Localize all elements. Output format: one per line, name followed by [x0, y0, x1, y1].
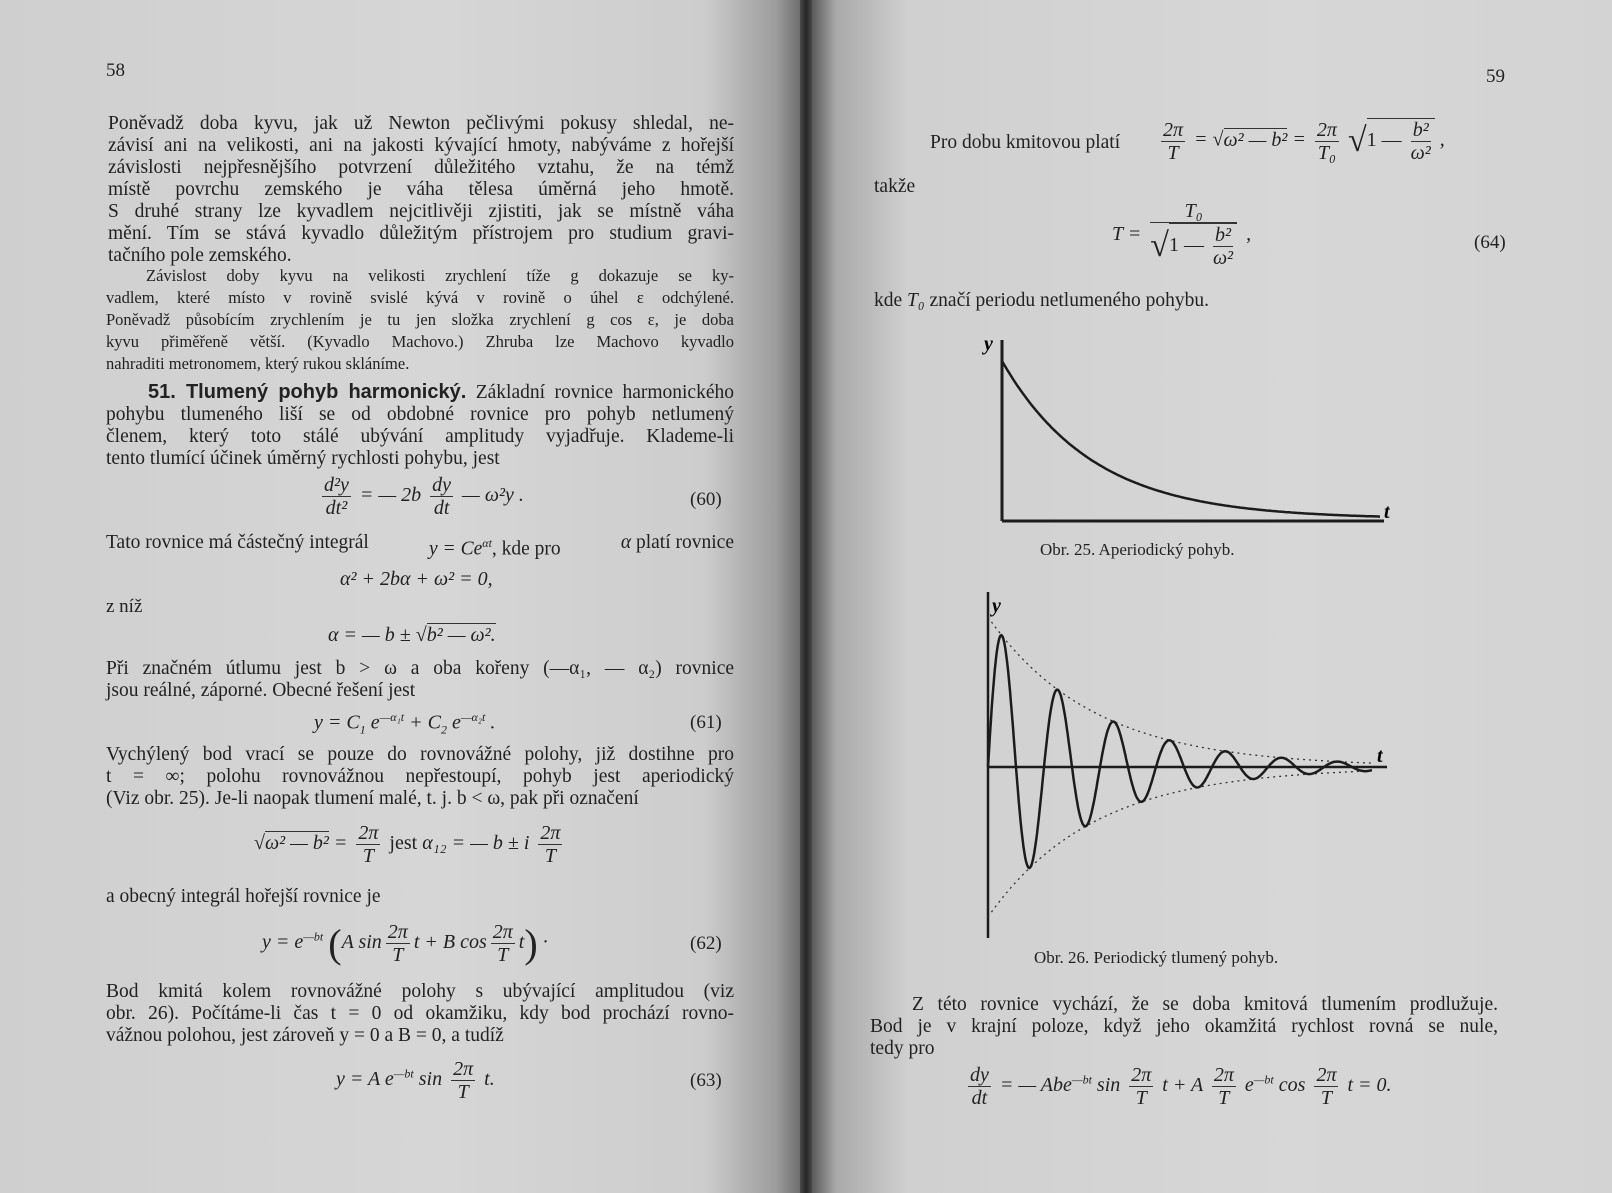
paragraph-damped-intro: [106, 381, 734, 470]
text-line: tačního pole zemského.: [108, 245, 292, 266]
text-line: a obecný integrál hořejší rovnice je: [106, 886, 381, 907]
right-page: [812, 0, 1612, 1193]
text-line: závisí ani na velikosti, ani na jakosti kývající hmoty, nabýváme z hořejší: [108, 135, 734, 156]
text-line: nahraditi metronomem, který rukou skláníme.: [106, 354, 410, 373]
text-takze: takže: [874, 176, 916, 197]
text-line: tento tlumící účinek úměrný rychlosti pohybu, jest: [106, 448, 500, 469]
t-axis-label: t: [1384, 501, 1390, 523]
text-line: vadlem, které místo v rovině svislé kývá v rovině o úhel ε odchýlené.: [106, 288, 734, 307]
paragraph-partial-integral: Tato rovnice má částečný integrál $y = Ce^{\alpha t}$, kde pro α platí rovnice: [106, 532, 734, 560]
text-line: členem, který toto stálé ubývání amplitudy vyjadřuje. Klademe-li: [106, 426, 734, 447]
characteristic-equation: α² + 2bα + ω² = 0,: [340, 568, 493, 590]
text-line: pohybu tlumeného liší se od obdobné rovnice pro pohyb netlumený: [106, 404, 734, 425]
book-gutter: [800, 0, 812, 1193]
equation-60: $\frac{\text{d²y}}{\text{dt²}}$ = — 2b $\frac{dy}{dt}$ — ω²y .: [324, 474, 524, 519]
figure-caption: Obr. 25. Aperiodický pohyb.: [1040, 540, 1235, 559]
text-line: Vychýlený bod vrací se pouze do rovnovážné polohy, již dostihne pro: [106, 744, 734, 765]
equation-62: $y = e^{—bt}$ (A sin $\frac{2\pi}{T}$ t + B cos $\frac{2\pi}{T}$ t) ·: [262, 921, 548, 966]
text-line: Poněvadž doba kyvu, jak už Newton pečlivými pokusy shledal, ne-: [108, 113, 734, 134]
text-line: Pro dobu kmitovou platí: [930, 132, 1121, 153]
text-line: Závislost doby kyvu na velikosti zrychlení tíže g dokazuje se ky-: [146, 266, 734, 285]
y-axis-label: y: [992, 595, 1001, 617]
text-line: mění. Tím se stává kyvadlo důležitým přístrojem pro studium gravi-: [108, 223, 734, 244]
oscillation-curve: [988, 635, 1372, 868]
aperiodic-curve: [1002, 361, 1380, 517]
equation-number: (62): [690, 933, 722, 954]
text-line: Bod je v krajní poloze, když jeho okamžitá rychlost rovná se nule,: [870, 1016, 1498, 1037]
text-line: závislosti nejpřesnějšího potvrzení důležitého vztahu, že na témž: [108, 157, 734, 178]
envelope-lower: [988, 771, 1372, 917]
figure-aperiodic: [972, 330, 1412, 530]
equation-number: (64): [1474, 232, 1506, 253]
t-axis-label: t: [1377, 745, 1383, 767]
equation-number: (60): [690, 489, 722, 510]
page-number: 59: [1486, 66, 1505, 87]
text-line: S druhé strany lze kyvadlem nejcitlivěji zjistiti, jak se místně váha: [108, 201, 734, 222]
y-axis-label: y: [984, 333, 993, 355]
figure-damped-oscillation: [972, 590, 1402, 940]
equation-number: (61): [690, 712, 722, 733]
text-line: obr. 26). Počítáme-li čas t = 0 od okamžiku, kdy bod prochází rovno-: [106, 1003, 734, 1024]
equation-velocity-zero: $\frac{dy}{dt}$ = — Abe$^{—bt}$ sin $\frac{2\pi}{T}$ t + A $\frac{2\pi}{T}$ $e^{—bt}$ cos $\frac{2\pi}{T}$ t = 0.: [970, 1064, 1392, 1109]
text-line: kyvu přiměřeně větší. (Kyvadlo Machovo.) Zhruba lze Machovo kyvadlo: [106, 332, 734, 351]
equation-alpha: α = — b ± √b² — ω².: [328, 624, 496, 646]
text-line: kde T₀ značí periodu netlumeného pohybu.: [874, 290, 1209, 311]
equation-63: y = A $e^{—bt}$ sin $\frac{2\pi}{T}$ t.: [336, 1058, 495, 1103]
text-line: Při značném útlumu jest b > ω a oba kořeny (—α₁, — α₂) rovnice: [106, 658, 734, 679]
figure-caption: Obr. 26. Periodický tlumený pohyb.: [1034, 948, 1279, 967]
text-line: Bod kmitá kolem rovnovážné polohy s ubývající amplitudou (viz: [106, 981, 734, 1002]
paragraph-oscillation: [106, 981, 734, 1047]
page-number: 58: [106, 60, 125, 81]
paragraph-newton: [108, 113, 734, 267]
equation-omega: √ω² — b² = $\frac{2\pi}{T}$ jest α₁₂ = — b ± i $\frac{2\pi}{T}$: [254, 822, 561, 867]
equation-61: $y = C_1$ $e^{—\alpha_1t} + C_2$ $e^{—\alpha_2t}$ .: [314, 710, 496, 737]
paragraph-strong-damping: [106, 658, 734, 702]
text-line: jsou reálné, záporné. Obecné řešení jest: [106, 680, 416, 701]
paragraph-aperiodic: [106, 744, 734, 810]
text-line: vážnou polohou, jest zároveň y = 0 a B = 0, a tudíž: [106, 1025, 504, 1046]
text-line: t = ∞; polohu rovnovážnou nepřestoupí, pohyb jest aperiodický: [106, 766, 734, 787]
text-z-niz: z níž: [106, 596, 143, 617]
paragraph-period-extension: [870, 994, 1498, 1060]
equation-number: (63): [690, 1070, 722, 1091]
paragraph-mach-pendulum: [106, 265, 734, 375]
section-heading: 51. Tlumený pohyb harmonický.: [148, 381, 467, 403]
text-line: tedy pro: [870, 1038, 935, 1059]
equation-64: T = T₀ √1 — $\frac{\text{b²}}{\text{ω²}}$ ,: [1112, 200, 1252, 269]
text-line: místě povrchu zemského je váha tělesa úměrná jeho hmotě.: [108, 179, 734, 200]
text-line: Poněvadž působícím zrychlením je tu jen složka zrychlení g cos ε, je doba: [106, 310, 734, 329]
text-line: (Viz obr. 25). Je-li naopak tlumení malé, t. j. b < ω, pak při označení: [106, 788, 639, 809]
text-line: Základní rovnice harmonického: [466, 382, 734, 403]
text-line: Z této rovnice vychází, že se doba kmitová tlumením prodlužuje.: [912, 994, 1498, 1015]
equation-period: $\frac{2\pi}{T}$ = √ω² — b² = $\frac{2\pi}{\text{T₀}}$ √1 — $\frac{\text{b²}}{\text{ω²}}$ ,: [1163, 118, 1445, 164]
left-page: [0, 0, 800, 1193]
